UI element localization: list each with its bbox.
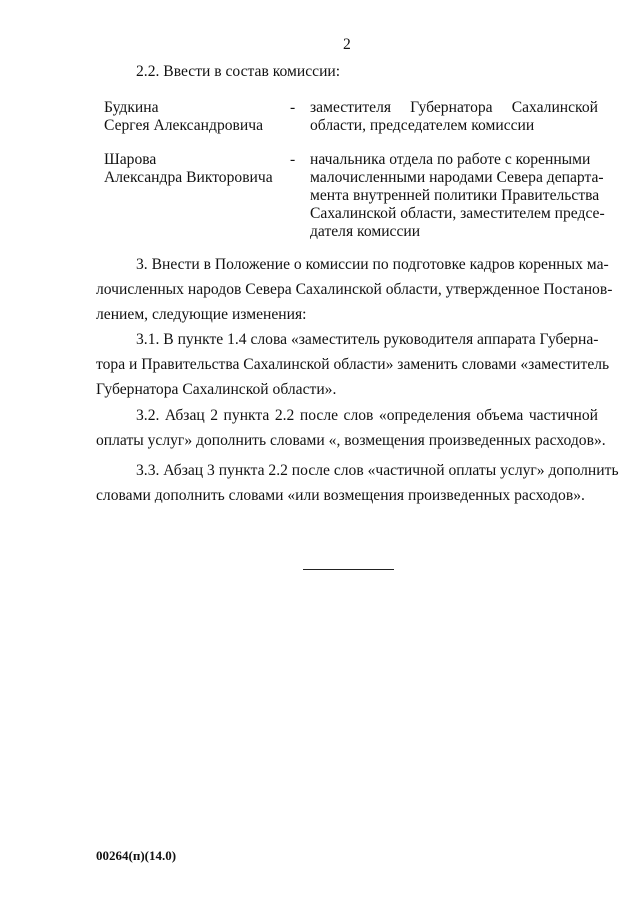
- member-1-given-names: Сергея Александровича: [104, 117, 264, 134]
- member-2-given-names: Александра Викторовича: [104, 169, 273, 186]
- section-3-line-2: лочисленных народов Севера Сахалинской области, утвержденное Постанов-: [96, 281, 613, 298]
- closing-rule: [303, 569, 394, 570]
- member-1-role-line-1: заместителя Губернатора Сахалинской: [310, 99, 598, 116]
- section-2-2-heading: 2.2. Ввести в состав комиссии:: [136, 63, 341, 80]
- member-2-role-line-4: Сахалинской области, заместителем предсе-: [310, 205, 605, 222]
- member-2-role-line-2: малочисленными народами Севера департа-: [310, 169, 604, 186]
- member-2-role-line-5: дателя комиссии: [310, 223, 421, 240]
- section-3-2-line-2: оплаты услуг» дополнить словами «, возмещения произведенных расходов».: [96, 432, 606, 449]
- section-3-1-line-2: тора и Правительства Сахалинской области» заменить словами «заместитель: [96, 356, 610, 373]
- member-2-surname: Шарова: [104, 151, 157, 168]
- section-3-1-line-1: 3.1. В пункте 1.4 слова «заместитель руководителя аппарата Губерна-: [136, 331, 599, 348]
- member-1-surname: Будкина: [104, 99, 159, 116]
- member-2-role-line-3: мента внутренней политики Правительства: [310, 187, 600, 204]
- member-2-role-line-1: начальника отдела по работе с коренными: [310, 151, 591, 168]
- section-3-line-1: 3. Внести в Положение о комиссии по подготовке кадров коренных ма-: [136, 256, 609, 273]
- section-3-line-3: лением, следующие изменения:: [96, 306, 307, 323]
- section-3-1-line-3: Губернатора Сахалинской области».: [96, 381, 337, 398]
- document-code: 00264(п)(14.0): [96, 848, 177, 863]
- section-3-2-line-1: 3.2. Абзац 2 пункта 2.2 после слов «определения объема частичной: [136, 407, 598, 424]
- section-3-3-line-2: словами дополнить словами «или возмещения произведенных расходов».: [96, 487, 585, 504]
- member-1-dash: -: [290, 99, 296, 116]
- member-1-role-line-2: области, председателем комиссии: [310, 117, 535, 134]
- page-number: 2: [343, 36, 351, 53]
- section-3-3-line-1: 3.3. Абзац 3 пункта 2.2 после слов «частичной оплаты услуг» дополнить: [136, 462, 619, 479]
- member-2-dash: -: [290, 151, 296, 168]
